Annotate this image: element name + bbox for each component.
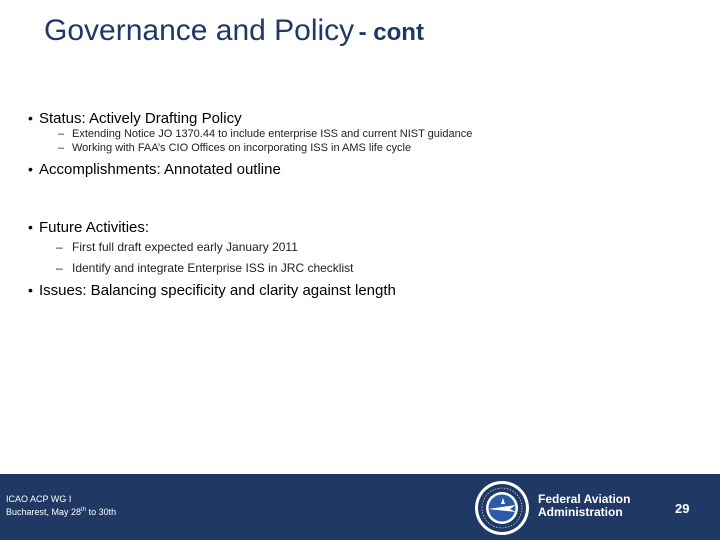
bullet-text: Future Activities: xyxy=(39,219,150,236)
bullet-marker: • xyxy=(28,110,33,126)
agency-line2: Administration xyxy=(538,505,623,519)
sub-text: Working with FAA’s CIO Offices on incorporating ISS in AMS life cycle xyxy=(72,142,412,154)
faa-seal-icon xyxy=(474,480,530,536)
sub-text: Extending Notice JO 1370.44 to include enterprise ISS and current NIST guidance xyxy=(72,128,473,140)
title-main: Governance and Policy xyxy=(44,14,355,47)
title-sub: - cont xyxy=(358,19,424,46)
bullet-text: Status: Actively Drafting Policy xyxy=(39,110,242,127)
sub-text: Identify and integrate Enterprise ISS in JRC checklist xyxy=(72,261,354,275)
page-number: 29 xyxy=(675,501,690,516)
bullet-marker: • xyxy=(28,282,33,298)
footer-bar xyxy=(0,474,720,540)
bullet-marker: • xyxy=(28,219,33,235)
slide-title xyxy=(44,14,424,48)
bullet-text: Issues: Balancing specificity and clarity against length xyxy=(39,282,396,299)
sub-marker: – xyxy=(58,128,65,140)
agency-line1: Federal Aviation xyxy=(538,492,631,506)
agency-name xyxy=(538,493,630,519)
footer-org-line2 xyxy=(6,507,116,517)
bullet-text: Accomplishments: Annotated outline xyxy=(39,161,281,178)
sub-marker: – xyxy=(56,261,63,275)
footer-date-sup: th xyxy=(81,507,87,513)
sub-marker: – xyxy=(58,142,65,154)
footer-date-end: to 30th xyxy=(86,507,117,517)
footer-org-line1: ICAO ACP WG I xyxy=(6,494,72,504)
sub-text: First full draft expected early January 2011 xyxy=(72,240,298,254)
bullet-marker: • xyxy=(28,161,33,177)
footer-date-start: Bucharest, May 28 xyxy=(6,507,82,517)
sub-marker: – xyxy=(56,240,63,254)
